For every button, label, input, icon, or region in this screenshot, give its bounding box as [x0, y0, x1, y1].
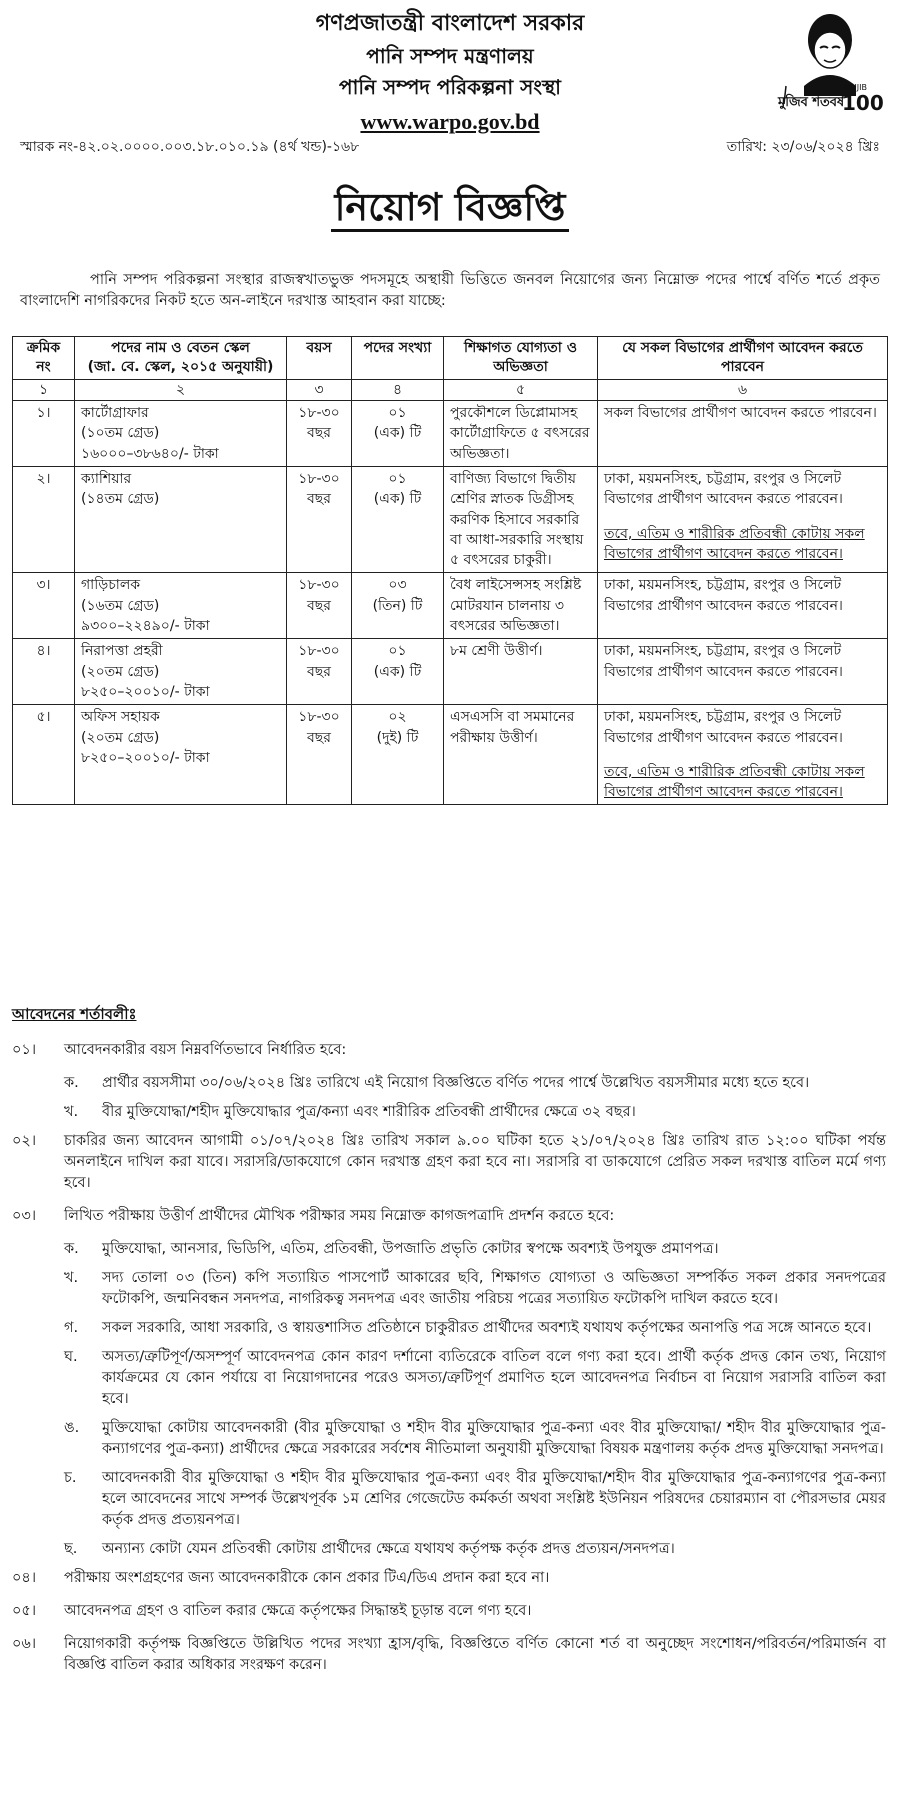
condition-number: ০৫।	[12, 1603, 37, 1620]
condition-text: আবেদনপত্র গ্রহণ ও বাতিল করার ক্ষেত্রে কর্তৃপক্ষের সিদ্ধান্তই চূড়ান্ত বলে গণ্য হবে।	[64, 1603, 532, 1620]
sub-text: আবেদনকারী বীর মুক্তিযোদ্ধা ও শহীদ বীর মুক্তিযোদ্ধার পুত্র-কন্যা এবং বীর মুক্তিযোদ্ধা/শহীদ বীর মুক্তিযোদ্ধার পুত্র-কন্যাগণের পুত্র-কন্যা হলে আবেদনের সাথে সম্পর্ক উল্লেখপূর্বক ১ম শ্রেণির গেজেটেড কর্মকর্তা অথবা সংশ্লিষ্ট ইউনিয়ন পরিষদের চেয়ারম্যান বা পৌরসভার মেয়র কর্তৃক প্রদত্ত প্রত্যয়নপত্র।	[102, 1470, 886, 1529]
conditions-section	[12, 1004, 886, 1688]
row-districts	[598, 639, 888, 705]
conditions-heading: আবেদনের শর্তাবলীঃ	[12, 1005, 137, 1023]
age-unit: বছর	[307, 425, 331, 442]
row-age	[287, 639, 352, 705]
row-post	[75, 639, 287, 705]
notice-title: নিয়োগ বিজ্ঞপ্তি	[331, 185, 570, 232]
count-number: ০১	[388, 405, 407, 422]
memo-ref: স্মারক নং-৪২.০২.০০০০.০০৩.১৮.০১০.১৯ (৪র্থ খন্ড)-১৬৮	[20, 139, 360, 155]
sub-condition	[64, 1073, 886, 1094]
row-post	[75, 573, 287, 639]
row-qualification: ৮ম শ্রেণী উত্তীর্ণ।	[444, 639, 598, 705]
post-scale: ৯৩০০–২২৪৯০/- টাকা	[81, 618, 210, 635]
count-words: (এক) টি	[373, 663, 422, 680]
column-number: ৪	[352, 379, 444, 400]
condition-item	[12, 1206, 886, 1227]
sub-text: প্রার্থীর বয়সসীমা ৩০/০৬/২০২৪ খ্রিঃ তারিখে এই নিয়োগ বিজ্ঞপ্তিতে বর্ণিত পদের পার্শ্বে উল্লেখিত বয়সসীমার মধ্যে হতে হবে।	[102, 1074, 810, 1091]
post-scale: ১৬০০০–৩৮৬৪০/- টাকা	[81, 445, 219, 462]
row-qualification: এসএসসি বা সমমানের পরীক্ষায় উত্তীর্ণ।	[444, 705, 598, 805]
row-post	[75, 401, 287, 467]
organization-name: পানি সম্পদ পরিকল্পনা সংস্থা	[339, 74, 561, 99]
sub-text: মুক্তিযোদ্ধা, আনসার, ভিডিপি, এতিম, প্রতিবন্ধী, উপজাতি প্রভৃতি কোটার স্বপক্ষে অবশ্যই উপযুক্ত প্রমাণপত্র।	[102, 1240, 719, 1257]
sub-label: গ.	[64, 1319, 79, 1336]
sub-condition	[64, 1239, 886, 1260]
column-number-row	[13, 379, 888, 400]
table-row	[13, 466, 888, 572]
row-count	[352, 573, 444, 639]
row-serial: ৪।	[13, 639, 75, 705]
count-number: ০২	[388, 709, 407, 726]
condition-item	[12, 1568, 886, 1589]
sub-condition	[64, 1347, 886, 1410]
header-count: পদের সংখ্যা	[352, 337, 444, 380]
condition-item	[12, 1601, 886, 1622]
condition-text: আবেদনকারীর বয়স নিম্নবর্ণিতভাবে নির্ধারিত হবে:	[64, 1041, 347, 1058]
condition-block	[12, 1131, 886, 1194]
condition-block	[12, 1568, 886, 1589]
row-age	[287, 573, 352, 639]
row-age	[287, 705, 352, 805]
age-range: ১৮-৩০	[298, 643, 340, 660]
condition-block	[12, 1634, 886, 1676]
age-unit: বছর	[307, 597, 331, 614]
notice-title-wrap	[0, 180, 900, 235]
row-serial: ৫।	[13, 705, 75, 805]
intro-paragraph: পানি সম্পদ পরিকল্পনা সংস্থার রাজস্বখাতভুক্ত পদসমূহে অস্থায়ী ভিত্তিতে জনবল নিয়োগের জন্য নিম্নোক্ত পদের পার্শ্বে বর্ণিত শর্তে প্রকৃত বাংলাদেশি নাগরিকদের নিকট হতে অন-লাইনে দরখাস্ত আহবান করা যাচ্ছে:	[20, 272, 880, 310]
ministry-name: পানি সম্পদ মন্ত্রণালয়	[366, 43, 534, 68]
table-row	[13, 573, 888, 639]
column-number: ২	[75, 379, 287, 400]
row-districts	[598, 705, 888, 805]
row-post	[75, 705, 287, 805]
post-grade: (১৬তম গ্রেড)	[81, 597, 160, 614]
count-words: (এক) টি	[373, 491, 422, 508]
row-count	[352, 401, 444, 467]
sub-condition	[64, 1102, 886, 1123]
post-grade: (২০তম গ্রেড)	[81, 663, 160, 680]
government-name: গণপ্রজাতন্ত্রী বাংলাদেশ সরকার	[315, 11, 585, 36]
age-range: ১৮-৩০	[298, 709, 340, 726]
row-age	[287, 466, 352, 572]
header-qualification: শিক্ষাগত যোগ্যতা ও অভিজ্ঞতা	[444, 337, 598, 380]
sub-condition	[64, 1268, 886, 1310]
count-number: ০১	[388, 643, 407, 660]
condition-number: ০৩।	[12, 1207, 37, 1224]
conditions-list	[12, 1040, 886, 1676]
sub-label: খ.	[64, 1269, 79, 1286]
post-name: ক্যাশিয়ার	[81, 470, 132, 487]
condition-text: পরীক্ষায় অংশগ্রহণের জন্য আবেদনকারীকে কোন প্রকার টিএ/ডিএ প্রদান করা হবে না।	[64, 1570, 550, 1587]
count-number: ০৩	[388, 577, 407, 594]
row-districts	[598, 401, 888, 467]
districts-text: ঢাকা, ময়মনসিংহ, চট্টগ্রাম, রংপুর ও সিলেট বিভাগের প্রার্থীগণ আবেদন করতে পারবেন।	[604, 470, 843, 508]
condition-number: ০৬।	[12, 1636, 37, 1653]
quota-note: তবে, এতিম ও শারীরিক প্রতিবন্ধী কোটায় সকল বিভাগের প্রার্থীগণ আবেদন করতে পারবেন।	[604, 763, 865, 801]
post-scale: ৮২৫০–২০০১০/- টাকা	[81, 683, 210, 700]
condition-item	[12, 1131, 886, 1194]
count-number: ০১	[388, 470, 407, 487]
condition-number: ০১।	[12, 1041, 37, 1058]
sub-condition	[64, 1318, 886, 1339]
table-row	[13, 401, 888, 467]
header-post	[75, 337, 287, 380]
sub-label: চ.	[64, 1470, 77, 1486]
age-range: ১৮-৩০	[298, 405, 340, 422]
sub-label: ক.	[64, 1240, 79, 1257]
row-count	[352, 705, 444, 805]
row-districts	[598, 466, 888, 572]
row-count	[352, 639, 444, 705]
table-row	[13, 705, 888, 805]
row-qualification: বাণিজ্য বিভাগে দ্বিতীয় শ্রেণির স্নাতক ডিগ্রীসহ করণিক হিসাবে সরকারি বা আধা-সরকারি সংস্থায় ৫ বৎসরের চাকুরী।	[444, 466, 598, 572]
age-unit: বছর	[307, 663, 331, 680]
memo-date: তারিখ: ২৩/০৬/২০২৪ খ্রিঃ	[726, 139, 880, 155]
header-districts: যে সকল বিভাগের প্রার্থীগণ আবেদন করতে পারবেন	[598, 337, 888, 380]
mujib-100-logo	[764, 6, 884, 118]
districts-text: সকল বিভাগের প্রার্থীগণ আবেদন করতে পারবেন।	[604, 405, 877, 422]
condition-item	[12, 1040, 886, 1061]
count-words: (দুই) টি	[376, 729, 419, 746]
header-age: বয়স	[287, 337, 352, 380]
post-name: নিরাপত্তা প্রহরী	[81, 643, 163, 660]
table-row	[13, 639, 888, 705]
condition-number: ০৪।	[12, 1570, 37, 1587]
sub-label: ঘ.	[64, 1348, 78, 1365]
logo-en-text: MUJIB	[844, 83, 867, 92]
row-serial: ১।	[13, 401, 75, 467]
post-name: অফিস সহায়ক	[81, 709, 160, 726]
count-words: (এক) টি	[373, 425, 422, 442]
logo-bn-text: মুজিব শতবর্ষ	[778, 95, 845, 110]
spacer	[604, 748, 881, 762]
condition-text: লিখিত পরীক্ষায় উত্তীর্ণ প্রার্থীদের মৌখিক পরীক্ষার সময় নিম্নোক্ত কাগজপত্রাদি প্রদর্শন করতে হবে:	[64, 1207, 615, 1224]
post-name: গাড়িচালক	[81, 577, 141, 594]
condition-number: ০২।	[12, 1132, 37, 1149]
age-unit: বছর	[307, 491, 331, 508]
column-number: ৬	[598, 379, 888, 400]
sub-text: বীর মুক্তিযোদ্ধা/শহীদ মুক্তিযোদ্ধার পুত্র/কন্যা এবং শারীরিক প্রতিবন্ধী প্রার্থীদের ক্ষেত্রে ৩২ বছর।	[102, 1103, 636, 1120]
row-districts	[598, 573, 888, 639]
posts-table	[12, 336, 888, 805]
age-range: ১৮-৩০	[298, 577, 340, 594]
condition-item	[12, 1634, 886, 1676]
districts-text: ঢাকা, ময়মনসিংহ, চট্টগ্রাম, রংপুর ও সিলেট বিভাগের প্রার্থীগণ আবেদন করতে পারবেন।	[604, 709, 843, 746]
header-post-line1: পদের নাম ও বেতন স্কেল	[111, 340, 250, 356]
header-post-line2: (জা. বে. স্কেল, ২০১৫ অনুযায়ী)	[87, 358, 274, 375]
condition-block	[12, 1040, 886, 1123]
post-grade: (১৪তম গ্রেড)	[81, 491, 160, 508]
row-count	[352, 466, 444, 572]
sub-text: অসত্য/ত্রুটিপূর্ণ/অসম্পূর্ণ আবেদনপত্র কোন কারণ দর্শানো ব্যতিরেকে বাতিল বলে গণ্য করা হবে। প্রার্থী কর্তৃক প্রদত্ত কোন তথ্য, নিয়োগ কার্যক্রমের যে কোন পর্যায়ে বা নিয়োগদানের পরেও অসত্য/ত্রুটিপূর্ণ প্রমাণিত হলে আবেদনপত্র নির্বাচন বা নিয়োগ সরাসরি বাতিল করা হবে।	[102, 1348, 886, 1407]
post-name: কার্টোগ্রাফার	[81, 405, 149, 422]
row-serial: ২।	[13, 466, 75, 572]
condition-text: চাকরির জন্য আবেদন আগামী ০১/০৭/২০২৪ খ্রিঃ তারিখ সকাল ৯.০০ ঘটিকা হতে ২১/০৭/২০২৪ খ্রিঃ তারিখ রাত ১২:০০ ঘটিকা পর্যন্ত অনলাইনে দাখিল করা যাবে। সরাসরি/ডাকযোগে কোন দরখাস্ত গ্রহণ করা হবে না। সরাসরি বা ডাকযোগে প্রেরিত সকল দরখাস্ত বাতিল মর্মে গণ্য হবে।	[64, 1132, 886, 1191]
row-age	[287, 401, 352, 467]
condition-block	[12, 1206, 886, 1560]
sub-label: খ.	[64, 1103, 79, 1120]
row-qualification: বৈধ লাইসেন্সসহ সংশ্লিষ্ট মোটরযান চালনায় ৩ বৎসরের অভিজ্ঞতা।	[444, 573, 598, 639]
age-range: ১৮-৩০	[298, 470, 340, 487]
count-words: (তিন) টি	[372, 597, 423, 614]
post-scale: ৮২৫০–২০০১০/- টাকা	[81, 749, 210, 766]
condition-block	[12, 1601, 886, 1622]
row-serial: ৩।	[13, 573, 75, 639]
sub-text: মুক্তিযোদ্ধা কোটায় আবেদনকারী (বীর মুক্তিযোদ্ধা ও শহীদ বীর মুক্তিযোদ্ধার পুত্র-কন্যা এবং বীর মুক্তিযোদ্ধা/ শহীদ বীর মুক্তিযোদ্ধার পুত্র-কন্যাগণের পুত্র-কন্যা) প্রার্থীদের ক্ষেত্রে সরকারের সর্বশেষ নীতিমালা অনুযায়ী মুক্তিযোদ্ধা বিষয়ক মন্ত্রণালয় কর্তৃক প্রদত্ত মুক্তিযোদ্ধা সনদপত্র।	[102, 1419, 886, 1457]
districts-text: ঢাকা, ময়মনসিংহ, চট্টগ্রাম, রংপুর ও সিলেট বিভাগের প্রার্থীগণ আবেদন করতে পারবেন।	[604, 577, 843, 614]
column-number: ৩	[287, 379, 352, 400]
age-unit: বছর	[307, 729, 331, 746]
sub-label: ঙ.	[64, 1419, 80, 1436]
quota-note: তবে, এতিম ও শারীরিক প্রতিবন্ধী কোটায় সকল বিভাগের প্রার্থীগণ আবেদন করতে পারবেন।	[604, 525, 865, 562]
spacer	[604, 510, 881, 524]
column-number: ৫	[444, 379, 598, 400]
sub-label: ক.	[64, 1074, 79, 1091]
condition-text: নিয়োগকারী কর্তৃপক্ষ বিজ্ঞপ্তিতে উল্লিখিত পদের সংখ্যা হ্রাস/বৃদ্ধি, বিজ্ঞপ্তিতে বর্ণিত কোনো শর্ত বা অনুচ্ছেদ সংশোধন/পরিবর্তন/পরিমার্জন বা বিজ্ঞপ্তি বাতিল করার অধিকার সংরক্ষণ করেন।	[64, 1636, 886, 1674]
column-number: ১	[13, 379, 75, 400]
post-grade: (১০তম গ্রেড)	[81, 425, 160, 442]
row-post	[75, 466, 287, 572]
sub-condition	[64, 1468, 886, 1531]
sub-text: অন্যান্য কোটা যেমন প্রতিবন্ধী কোটায় প্রার্থীদের ক্ষেত্রে যথাযথ কর্তৃপক্ষ কর্তৃক প্রদত্ত প্রত্যয়ন/সনদপত্র।	[102, 1541, 675, 1558]
website-link[interactable]: www.warpo.gov.bd	[360, 108, 540, 134]
sub-label: ছ.	[64, 1541, 78, 1558]
sub-text: সকল সরকারি, আধা সরকারি, ও স্বায়ত্তশাসিত প্রতিষ্ঠানে চাকুরীরত প্রার্থীদের অবশ্যই যথাযথ কর্তৃপক্ষের অনাপত্তি পত্র সঙ্গে আনতে হবে।	[102, 1319, 872, 1336]
table-header-row	[13, 337, 888, 380]
logo-number: 100	[842, 91, 884, 115]
post-grade: (২০তম গ্রেড)	[81, 729, 160, 746]
header-serial: ক্রমিক নং	[13, 337, 75, 380]
sub-condition	[64, 1418, 886, 1460]
districts-text: ঢাকা, ময়মনসিংহ, চট্টগ্রাম, রংপুর ও সিলেট বিভাগের প্রার্থীগণ আবেদন করতে পারবেন।	[604, 643, 843, 680]
sub-condition	[64, 1539, 886, 1560]
sub-text: সদ্য তোলা ০৩ (তিন) কপি সত্যায়িত পাসপোর্ট আকারের ছবি, শিক্ষাগত যোগ্যতা ও অভিজ্ঞতা সম্পর্কিত সকল প্রকার সনদপত্রের ফটোকপি, জন্মনিবন্ধন সনদপত্র, নাগরিকত্ব সনদপত্র এবং জাতীয় পরিচয় পত্রের সত্যায়িত ফটোকপি দাখিল করতে হবে।	[102, 1269, 886, 1307]
row-qualification: পুরকৌশলে ডিপ্লোমাসহ কার্টোগ্রাফিতে ৫ বৎসরের অভিজ্ঞতা।	[444, 401, 598, 467]
